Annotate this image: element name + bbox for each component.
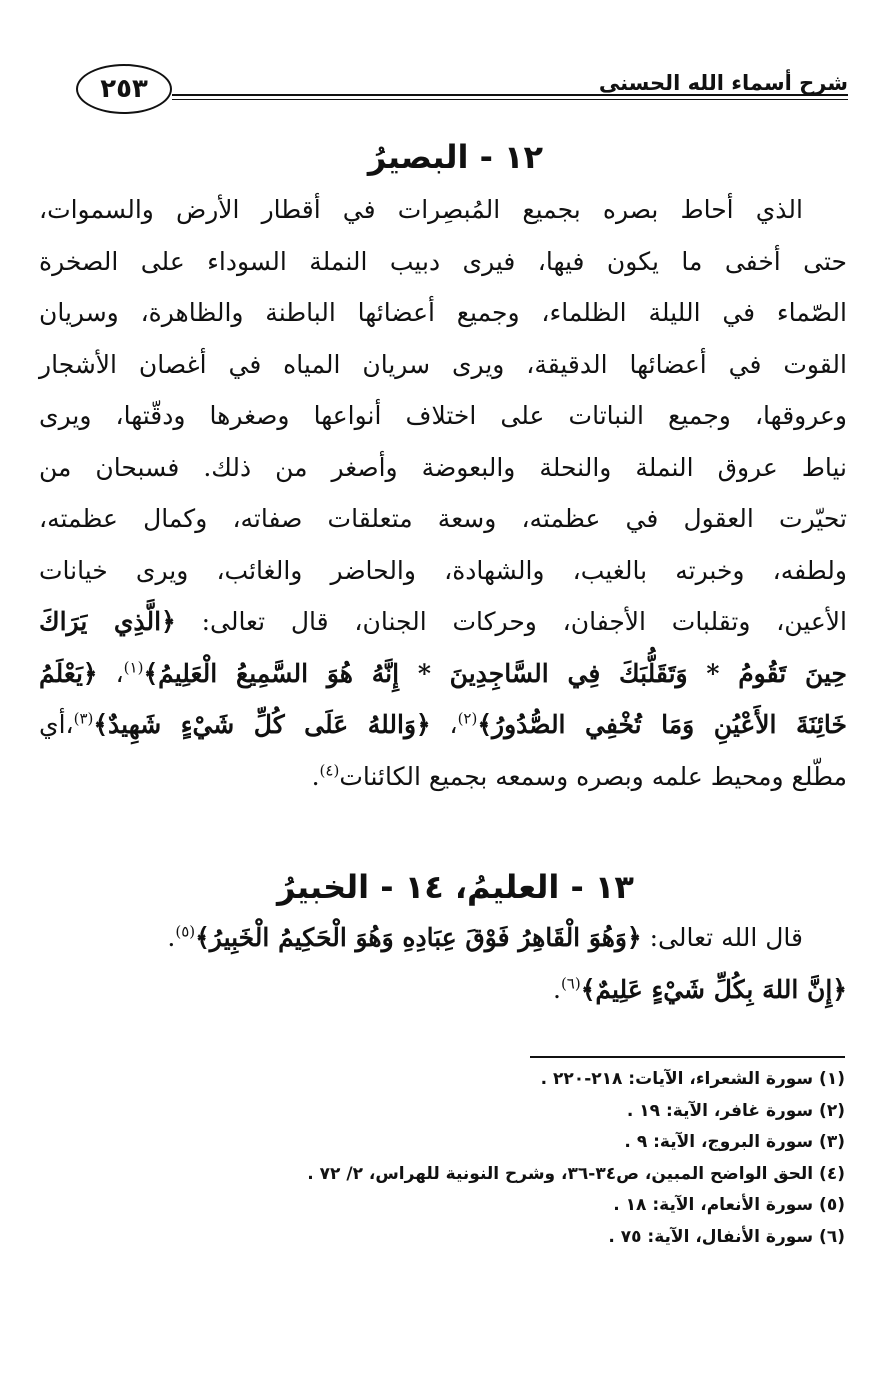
paragraph-line: حتى أخفى ما يكون فيها، فيرى دبيب النملة السوداء على الصخرة	[39, 246, 847, 276]
footnote-reference[interactable]: (٤)	[319, 761, 340, 780]
footnote-separator-rule	[530, 1056, 845, 1058]
separator: ،	[430, 710, 458, 739]
line-text: مطّلع ومحيط علمه وبصره وسمعه بجميع الكائنات	[339, 761, 847, 791]
paragraph-line: الذي أحاط بصره بجميع المُبصِرات في أقطار الأرض والسموات،	[39, 195, 803, 224]
section-2-paragraph	[39, 912, 847, 1020]
footnote: (٢) سورة غافر، الآية: ١٩ .	[626, 1100, 845, 1121]
line-end: .	[552, 974, 561, 1004]
line-text: الأعين، وتقلبات الأجفان، وحركات الجنان، قال تعالى:	[201, 607, 847, 636]
paragraph-line: القوت في أعضائها الدقيقة، ويرى سريان المياه في أغصان الأشجار	[39, 349, 847, 379]
header-double-rule	[172, 94, 848, 100]
quran-verse: ﴿وَاللهُ عَلَى كُلِّ شَيْءٍ شَهِيدٌ﴾	[93, 710, 431, 739]
paragraph-line	[39, 648, 847, 700]
paragraph-line: نياط عروق النملة والنحلة والبعوضة وأصغر من ذلك. فسبحان من	[39, 452, 847, 482]
page-number-oval	[76, 64, 172, 114]
line-text: ،أي	[39, 710, 74, 739]
quran-verse: ﴿وَهُوَ الْقَاهِرُ فَوْقَ عِبَادِهِ وَهُوَ الْحَكِيمُ الْخَبِيرُ﴾	[195, 923, 642, 952]
footnote-reference[interactable]: (٦)	[560, 974, 581, 993]
footnote-reference[interactable]: (٥)	[175, 922, 196, 941]
quran-verse: خَائِنَةَ الأَعْيُنِ وَمَا تُخْفِي الصُّدُورُ﴾	[477, 710, 847, 739]
footnote: (٦) سورة الأنفال، الآية: ٧٥ .	[608, 1226, 845, 1247]
page-number: ٢٥٣	[100, 74, 148, 104]
paragraph-line	[39, 699, 847, 751]
paragraph-line: تحيّرت العقول في عظمته، وسعة متعلقات صفاته، وكمال عظمته،	[39, 504, 847, 533]
paragraph-line	[39, 912, 847, 964]
line-end: .	[167, 923, 176, 952]
running-title: شرح أسماء الله الحسنى	[598, 71, 848, 95]
section-1-paragraph	[39, 184, 847, 856]
footnote: (١) سورة الشعراء، الآيات: ٢١٨-٢٢٠ .	[540, 1069, 845, 1089]
line-end: .	[311, 761, 320, 791]
paragraph-line: الصّماء في الليلة الظلماء، وجميع أعضائها الباطنة والظاهرة، وسريان	[39, 298, 847, 327]
quran-verse: ﴿الَّذِي يَرَاكَ	[39, 607, 176, 636]
separator: ،	[97, 658, 124, 688]
footnote-reference[interactable]: (٣)	[73, 709, 94, 728]
footnote: (٣) سورة البروج، الآية: ٩ .	[624, 1132, 845, 1152]
paragraph-line	[39, 751, 847, 803]
footnote: (٤) الحق الواضح المبين، ص٣٤-٣٦، وشرح النونية للهراس، ٢/ ٧٢ .	[307, 1163, 845, 1184]
footnotes	[55, 1064, 845, 1253]
quran-verse: ﴿إِنَّ اللهَ بِكُلِّ شَيْءٍ عَلِيمٌ﴾	[580, 974, 847, 1004]
paragraph-line	[39, 964, 847, 1016]
paragraph-line: وعروقها، وجميع النباتات على اختلاف أنواعها وصغرها ودقّتها، ويرى	[39, 401, 847, 430]
page-header	[76, 64, 848, 122]
quran-verse: ﴿يَعْلَمُ	[39, 658, 98, 688]
line-text: قال الله تعالى:	[649, 923, 803, 952]
footnote-reference[interactable]: (١)	[123, 658, 144, 677]
paragraph-line: ولطفه، وخبرته بالغيب، والشهادة، والحاضر والغائب، ويرى خيانات	[39, 555, 847, 585]
section-heading-al-alim-al-khabir: ١٣ - العليمُ، ١٤ - الخبيرُ	[277, 868, 634, 906]
quran-verse: حِينَ تَقُومُ * وَتَقَلُّبَكَ فِي السَّاجِدِينَ * إِنَّهُ هُوَ السَّمِيعُ الْعَلِيمُ﴾	[143, 658, 847, 688]
footnote: (٥) سورة الأنعام، الآية: ١٨ .	[613, 1195, 845, 1215]
footnote-reference[interactable]: (٢)	[457, 709, 478, 728]
section-heading-al-basir: ١٢ - البصيرُ	[367, 138, 544, 176]
paragraph-line	[39, 596, 847, 648]
